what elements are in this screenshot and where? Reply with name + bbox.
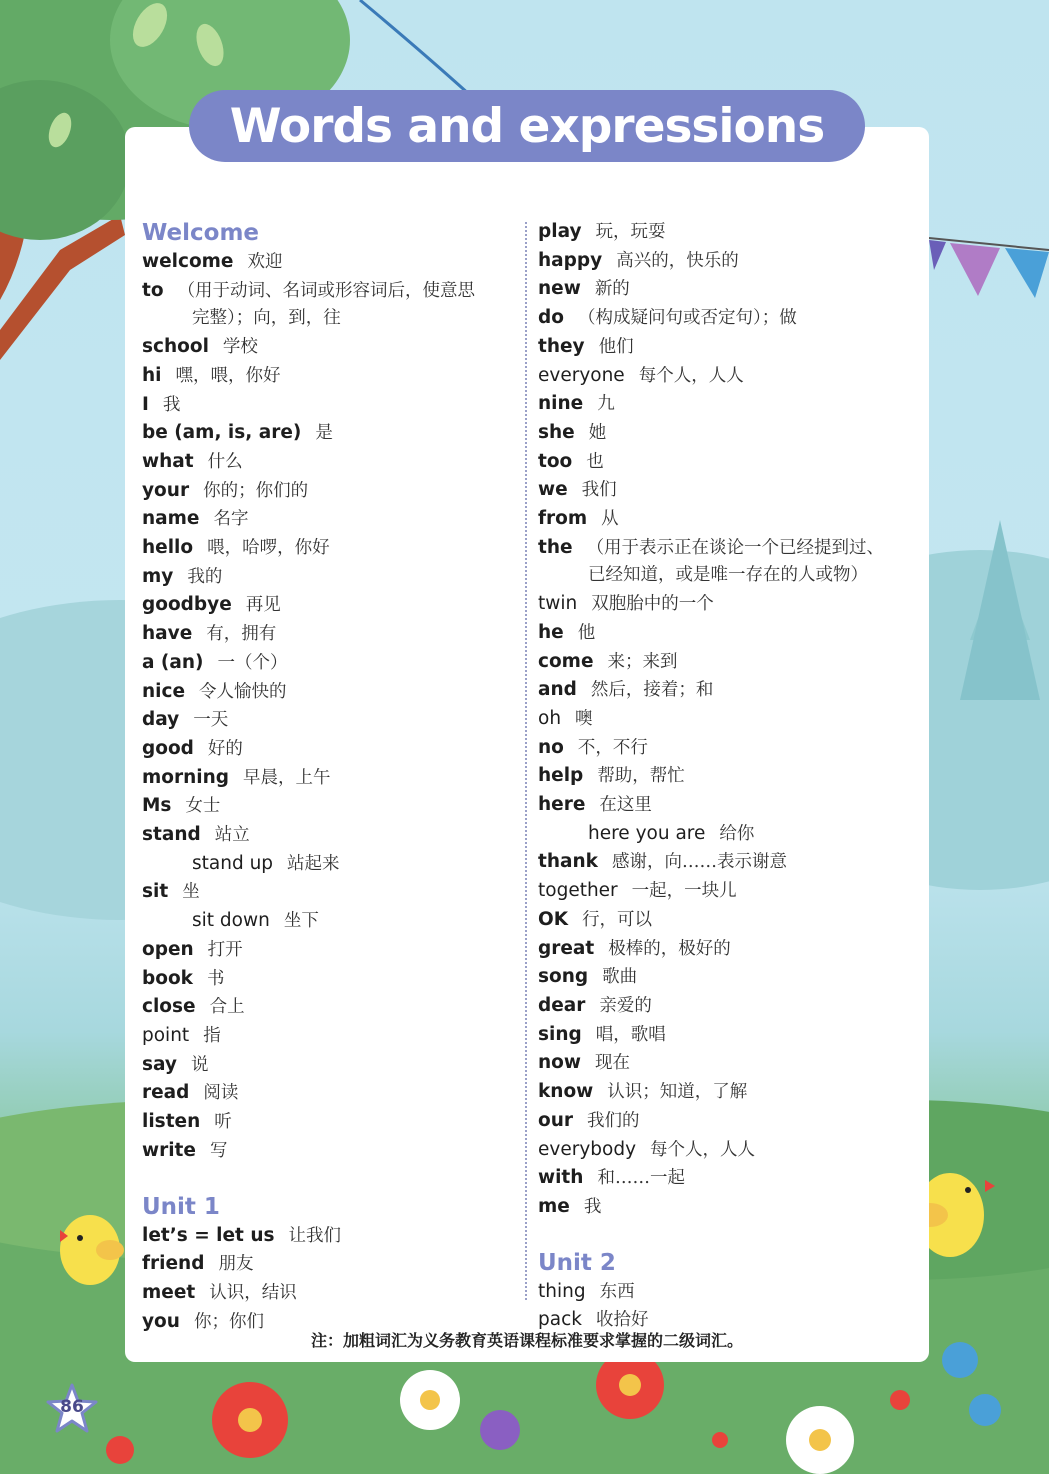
vocab-word: your <box>142 479 190 501</box>
vocab-gloss: 你；你们 <box>193 1311 264 1332</box>
vocab-entry <box>538 791 918 820</box>
vocab-word: be (am, is, are) <box>142 422 302 444</box>
vocab-word: here <box>538 794 586 816</box>
vocab-word: listen <box>142 1111 201 1133</box>
vocab-gloss: 我们 <box>581 480 617 501</box>
vocab-gloss: 书 <box>206 968 225 989</box>
vocab-gloss: 你的；你们的 <box>203 480 309 501</box>
vocab-word: welcome <box>142 251 234 272</box>
vocab-gloss: 让我们 <box>288 1225 342 1246</box>
vocab-gloss: 行，可以 <box>582 909 653 930</box>
vocab-word: a (an) <box>142 651 204 673</box>
footnote: 注：加粗词汇为义务教育英语课程标准要求掌握的二级词汇。 <box>310 1331 743 1350</box>
vocab-gloss: （用于动词、名词或形容词后，使意思 <box>177 280 476 301</box>
vocab-entry <box>142 850 522 879</box>
vocab-entry <box>538 476 918 505</box>
vocab-entry <box>142 965 522 994</box>
vocab-entry <box>142 591 522 620</box>
vocab-entry <box>142 1079 522 1108</box>
vocab-entry <box>142 248 522 277</box>
vocab-entry <box>142 477 522 506</box>
vocab-word: good <box>142 737 194 759</box>
vocab-entry <box>142 993 522 1022</box>
vocab-word: with <box>538 1167 584 1189</box>
vocab-word: and <box>538 679 577 701</box>
vocab-entry <box>142 362 522 391</box>
vocab-word: stand up <box>192 852 274 874</box>
vocab-gloss: 来；来到 <box>607 651 678 672</box>
vocab-word: our <box>538 1109 574 1131</box>
vocab-gloss: 他们 <box>598 336 634 357</box>
vocab-entry <box>538 448 918 477</box>
section-heading: Unit 2 <box>538 1249 616 1276</box>
vocab-gloss: 东西 <box>599 1281 635 1302</box>
vocab-entry <box>538 848 918 877</box>
vocab-gloss: 亲爱的 <box>599 995 652 1016</box>
vocab-word: they <box>538 335 585 357</box>
vocab-gloss: 是 <box>315 423 333 444</box>
vocab-entry <box>142 391 522 420</box>
vocab-gloss: 有，拥有 <box>206 624 277 645</box>
vocab-word: no <box>538 736 564 758</box>
vocab-gloss: 她 <box>588 422 607 443</box>
vocab-gloss-continued: 已经知道，或是唯一存在的人或物） <box>588 565 868 586</box>
column-divider <box>525 222 527 1300</box>
vocab-gloss: 在这里 <box>599 795 652 816</box>
vocab-word: here you are <box>588 822 706 844</box>
vocab-word: close <box>142 996 196 1018</box>
vocab-entry <box>142 1108 522 1137</box>
vocab-word: do <box>538 307 564 329</box>
vocab-entry <box>142 936 522 965</box>
vocab-gloss: 我 <box>583 1196 602 1217</box>
title-banner <box>189 90 865 162</box>
vocab-gloss: 九 <box>597 394 615 415</box>
vocab-gloss: 我们的 <box>587 1110 640 1131</box>
vocab-word: know <box>538 1081 594 1103</box>
vocab-gloss: 给你 <box>719 823 755 844</box>
vocab-gloss-continued: 完整）；向，到，往 <box>192 308 341 329</box>
vocab-word: I <box>142 393 149 415</box>
vocab-gloss: 唱，歌唱 <box>595 1024 666 1045</box>
vocab-entry <box>538 534 918 590</box>
vocab-gloss: 玩，玩耍 <box>595 222 666 242</box>
vocab-gloss: 也 <box>586 451 604 472</box>
vocab-word: say <box>142 1053 177 1075</box>
vocab-entry <box>538 304 918 333</box>
vocab-gloss: 噢 <box>575 708 593 729</box>
vocab-entry <box>142 1222 522 1251</box>
vocab-entry <box>538 275 918 304</box>
vocab-word: the <box>538 536 573 558</box>
vocab-entry <box>142 1051 522 1080</box>
vocab-gloss: （构成疑问句或否定句）；做 <box>577 308 797 329</box>
vocab-entry <box>142 620 522 649</box>
vocab-word: we <box>538 479 568 501</box>
vocab-entry <box>142 735 522 764</box>
vocab-gloss: 然后，接着；和 <box>590 680 714 701</box>
vocab-gloss: 一起，一块儿 <box>631 881 737 902</box>
vocab-gloss: 从 <box>601 509 619 530</box>
vocab-gloss: 欢迎 <box>247 252 283 272</box>
vocab-entry <box>538 676 918 705</box>
vocab-gloss: 双胞胎中的一个 <box>591 594 714 615</box>
vocab-entry <box>142 534 522 563</box>
vocab-gloss: 感谢，向……表示谢意 <box>611 852 787 873</box>
vocab-word: now <box>538 1052 581 1074</box>
page-title: Words and expressions <box>229 98 825 154</box>
vocab-entry <box>142 649 522 678</box>
vocab-word: sit down <box>192 910 270 932</box>
vocab-entry <box>538 648 918 677</box>
vocab-gloss: 不，不行 <box>577 737 648 758</box>
vocab-entry <box>538 906 918 935</box>
vocab-gloss: 帮助，帮忙 <box>597 766 685 787</box>
vocab-entry <box>142 792 522 821</box>
vocab-entry <box>538 992 918 1021</box>
vocab-gloss: 嘿，喂，你好 <box>175 365 281 386</box>
vocab-entry <box>538 935 918 964</box>
page-number: 86 <box>60 1397 84 1417</box>
vocab-gloss: 坐下 <box>283 911 319 932</box>
vocab-gloss: 什么 <box>207 451 243 472</box>
vocab-gloss: 朋友 <box>218 1254 254 1275</box>
vocab-gloss: 每个人，人人 <box>650 1139 756 1160</box>
vocab-word: twin <box>538 593 578 615</box>
vocab-entry <box>142 878 522 907</box>
vocab-word: together <box>538 880 618 902</box>
vocab-word: to <box>142 279 164 301</box>
vocab-word: day <box>142 709 180 731</box>
vocab-gloss: 打开 <box>207 939 243 960</box>
vocab-word: song <box>538 966 589 988</box>
vocab-word: read <box>142 1082 190 1104</box>
vocab-gloss: 新的 <box>594 279 630 300</box>
vocab-word: play <box>538 221 582 242</box>
vocab-gloss: （用于表示正在谈论一个已经提到过、 <box>586 537 885 558</box>
vocab-entry <box>538 1193 918 1222</box>
vocab-word: me <box>538 1195 570 1217</box>
vocab-word: goodbye <box>142 594 232 616</box>
vocab-entry <box>142 563 522 592</box>
vocab-gloss: 合上 <box>209 997 245 1018</box>
vocab-gloss: 极棒的，极好的 <box>608 938 731 959</box>
vocab-gloss: 认识；知道，了解 <box>607 1082 748 1103</box>
vocab-word: have <box>142 623 193 645</box>
vocab-word: meet <box>142 1281 196 1303</box>
vocab-gloss: 喂，哈啰，你好 <box>207 538 330 559</box>
vocab-word: OK <box>538 908 569 930</box>
page-number-badge <box>46 1383 98 1435</box>
vocab-word: hi <box>142 364 162 386</box>
vocab-gloss: 早晨，上午 <box>243 767 331 788</box>
vocab-word: thank <box>538 851 598 873</box>
vocab-gloss: 听 <box>214 1112 232 1133</box>
vocab-entry <box>538 877 918 906</box>
vocab-entry <box>538 333 918 362</box>
vocab-entry <box>142 1022 522 1051</box>
vocab-entry <box>538 218 918 247</box>
vocab-word: school <box>142 336 209 358</box>
vocab-entry <box>142 448 522 477</box>
vocab-gloss: 说 <box>191 1054 209 1075</box>
vocab-gloss: 站起来 <box>287 853 340 874</box>
vocab-word: morning <box>142 766 230 788</box>
vocab-word: sing <box>538 1023 582 1045</box>
vocab-word: everybody <box>538 1138 637 1160</box>
vocab-gloss: 坐 <box>182 882 200 903</box>
vocab-gloss: 认识，结识 <box>209 1282 297 1303</box>
vocab-word: new <box>538 278 581 300</box>
vocab-gloss: 写 <box>209 1140 228 1161</box>
vocab-word: everyone <box>538 364 625 386</box>
vocab-word: from <box>538 508 588 530</box>
vocab-entry <box>538 1078 918 1107</box>
vocab-entry <box>538 1278 918 1307</box>
vocab-entry <box>538 419 918 448</box>
vocab-gloss: 令人愉快的 <box>199 681 287 702</box>
vocab-entry <box>142 1279 522 1308</box>
vocab-word: he <box>538 621 564 643</box>
vocab-entry <box>538 963 918 992</box>
vocab-gloss: 一（个） <box>217 652 288 673</box>
vocab-word: come <box>538 650 594 672</box>
vocab-word: great <box>538 937 595 959</box>
vocab-entry <box>142 1250 522 1279</box>
vocab-entry <box>142 907 522 936</box>
vocab-word: hello <box>142 537 194 559</box>
vocab-word: friend <box>142 1253 205 1275</box>
vocab-gloss: 学校 <box>222 337 258 358</box>
vocab-gloss: 一天 <box>193 710 229 731</box>
vocab-entry <box>538 734 918 763</box>
vocab-gloss: 我 <box>162 394 181 415</box>
vocab-gloss: 每个人，人人 <box>638 365 744 386</box>
vocab-entry <box>142 678 522 707</box>
vocab-entry <box>538 590 918 619</box>
vocab-entry <box>538 362 918 391</box>
vocab-gloss: 收拾好 <box>595 1310 649 1331</box>
vocab-word: let’s = let us <box>142 1224 275 1246</box>
vocab-entry <box>538 1136 918 1165</box>
vocab-gloss: 阅读 <box>203 1083 239 1104</box>
vocab-word: happy <box>538 249 603 271</box>
vocab-word: my <box>142 565 174 587</box>
vocab-word: stand <box>142 824 201 846</box>
vocab-word: name <box>142 508 200 530</box>
vocab-gloss: 歌曲 <box>602 967 638 988</box>
vocab-gloss: 他 <box>577 622 596 643</box>
left-column <box>142 218 522 1336</box>
vocab-entry <box>538 505 918 534</box>
vocab-gloss: 和……一起 <box>597 1168 685 1189</box>
vocab-entry <box>142 277 522 333</box>
vocab-word: pack <box>538 1309 582 1331</box>
vocab-word: write <box>142 1139 196 1161</box>
vocab-gloss: 女士 <box>185 796 221 817</box>
section-heading: Unit 1 <box>142 1193 220 1220</box>
vocab-entry <box>538 1021 918 1050</box>
vocab-gloss: 好的 <box>207 738 243 759</box>
vocab-entry <box>142 419 522 448</box>
vocab-entry <box>538 820 918 849</box>
vocab-word: oh <box>538 707 562 729</box>
vocab-entry <box>142 333 522 362</box>
vocab-gloss: 指 <box>203 1025 221 1046</box>
vocab-word: sit <box>142 881 169 903</box>
vocab-entry <box>538 619 918 648</box>
vocab-word: thing <box>538 1280 586 1302</box>
vocab-word: help <box>538 765 584 787</box>
vocab-word: point <box>142 1024 190 1046</box>
vocab-word: she <box>538 421 575 443</box>
vocab-gloss: 再见 <box>245 595 281 616</box>
vocab-entry <box>142 821 522 850</box>
vocab-entry <box>142 1137 522 1166</box>
vocab-word: nine <box>538 393 584 415</box>
vocab-entry <box>142 764 522 793</box>
vocab-gloss: 现在 <box>594 1053 630 1074</box>
vocab-gloss: 高兴的，快乐的 <box>616 250 739 271</box>
vocab-word: too <box>538 450 573 472</box>
vocab-gloss: 站立 <box>214 825 250 846</box>
vocab-entry <box>538 762 918 791</box>
vocab-entry <box>538 705 918 734</box>
vocab-entry <box>538 1164 918 1193</box>
vocab-word: dear <box>538 994 586 1016</box>
vocab-entry <box>538 247 918 276</box>
vocab-word: you <box>142 1310 180 1332</box>
vocab-gloss: 我的 <box>187 566 223 587</box>
vocab-word: open <box>142 938 194 960</box>
vocab-word: what <box>142 450 194 472</box>
vocab-entry <box>538 390 918 419</box>
vocab-word: book <box>142 967 193 989</box>
vocab-word: Ms <box>142 795 172 817</box>
vocab-entry <box>142 706 522 735</box>
vocab-entry <box>538 1049 918 1078</box>
vocab-entry <box>142 505 522 534</box>
right-column <box>538 218 918 1335</box>
vocab-gloss: 名字 <box>213 509 249 530</box>
vocab-entry <box>538 1107 918 1136</box>
vocab-word: nice <box>142 680 186 702</box>
section-heading: Welcome <box>142 220 260 246</box>
